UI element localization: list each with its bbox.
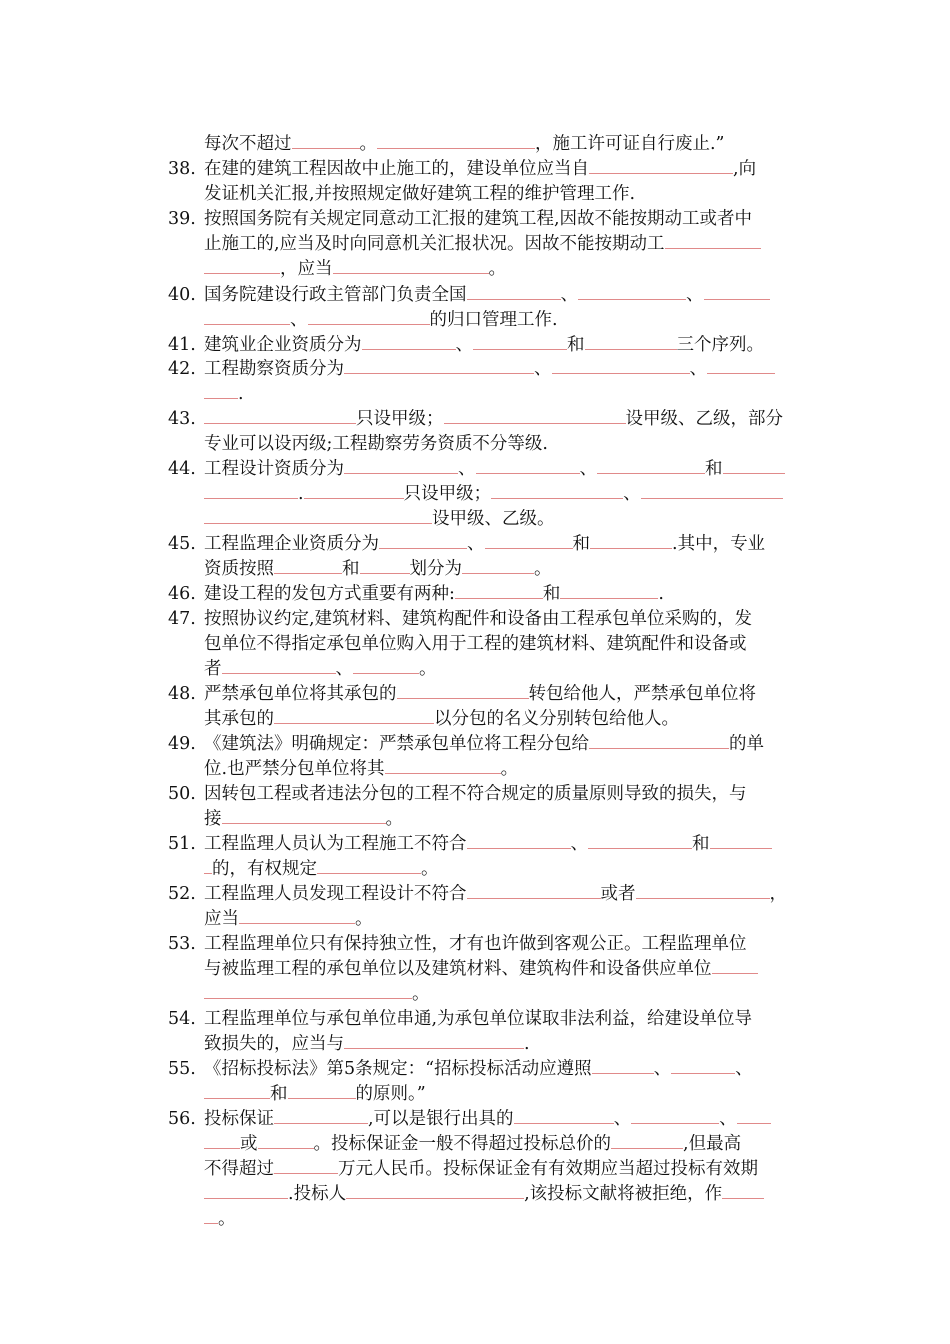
- text-segment: 与被监理工程的承包单位以及建筑材料、建筑构件和设备供应单位: [204, 959, 712, 979]
- fill-in-blank[interactable]: [712, 959, 758, 974]
- fill-in-blank[interactable]: [560, 584, 658, 599]
- text-segment: 和: [542, 584, 561, 604]
- text-line: [0, 1157, 950, 1182]
- fill-in-blank[interactable]: [222, 659, 336, 674]
- line-text: [204, 907, 373, 932]
- text-segment: 只设甲级；: [403, 484, 492, 504]
- text-line: [0, 957, 950, 982]
- fill-in-blank[interactable]: [397, 684, 529, 699]
- fill-in-blank[interactable]: [485, 534, 573, 549]
- text-line: [0, 532, 950, 557]
- line-text: [204, 532, 765, 557]
- text-segment: 其承包的: [204, 709, 274, 729]
- line-text: [204, 207, 752, 232]
- line-text: [204, 657, 437, 682]
- text-segment: 以分包的名义分别转包给他人。: [434, 709, 679, 729]
- fill-in-blank[interactable]: [274, 1159, 338, 1174]
- line-text: [204, 507, 555, 532]
- text-segment: 应当: [204, 909, 239, 929]
- fill-in-blank[interactable]: [592, 1059, 654, 1074]
- question-number: 50.: [168, 784, 196, 804]
- text-segment: 发证机关汇报,并按照规定做好建筑工程的维护管理工作.: [204, 184, 636, 204]
- text-segment: 转包给他人，严禁承包单位将: [528, 684, 756, 704]
- line-text: [204, 157, 756, 182]
- text-segment: 。: [421, 859, 439, 879]
- text-line: [0, 232, 950, 257]
- text-segment: 工程监理人员认为工程施工不符合: [204, 834, 467, 854]
- text-segment: ,向: [733, 159, 757, 179]
- fill-in-blank[interactable]: [467, 285, 561, 300]
- text-segment: 、: [735, 1059, 753, 1079]
- line-text: [204, 857, 439, 882]
- question-number: 49.: [168, 734, 196, 754]
- text-line: [0, 1007, 950, 1032]
- text-segment: 万元人民币。投标保证金有有效期应当超过投标有效期: [338, 1159, 758, 1179]
- question-number: 44.: [168, 459, 196, 479]
- text-segment: 按照国务院有关规定同意动工汇报的建筑工程,因故不能按期动工或者中: [204, 209, 753, 229]
- text-line: [0, 1107, 950, 1132]
- fill-in-blank[interactable]: [344, 459, 458, 474]
- text-line: [0, 357, 950, 382]
- text-segment: .: [238, 384, 244, 404]
- text-segment: ,但最高: [683, 1134, 742, 1154]
- text-segment: 。: [218, 1209, 236, 1229]
- text-segment: 、: [335, 659, 353, 679]
- text-line: [0, 757, 950, 782]
- text-line: [0, 1082, 950, 1107]
- line-text: [204, 432, 548, 457]
- text-line: [0, 283, 950, 308]
- text-line: [0, 807, 950, 832]
- fill-in-blank[interactable]: [274, 709, 434, 724]
- text-segment: 。: [500, 759, 519, 779]
- text-line: [0, 932, 950, 957]
- text-segment: 严禁承包单位将其承包的: [204, 684, 397, 704]
- text-segment: 致损失的，应当与: [204, 1034, 344, 1054]
- fill-in-blank[interactable]: [204, 984, 412, 999]
- fill-in-blank[interactable]: [473, 335, 567, 350]
- question-number: 41.: [168, 335, 196, 355]
- fill-in-blank[interactable]: [344, 359, 534, 374]
- fill-in-blank[interactable]: [552, 359, 690, 374]
- line-text: [204, 482, 783, 507]
- text-segment: ，施工许可证自行废止.”: [535, 134, 725, 154]
- text-segment: 者: [204, 659, 222, 679]
- question-number: 43.: [168, 409, 196, 429]
- text-segment: 不得超过: [204, 1159, 274, 1179]
- fill-in-blank[interactable]: [590, 534, 672, 549]
- text-segment: 、: [579, 459, 597, 479]
- text-segment: 工程监理人员发现工程设计不符合: [204, 884, 467, 904]
- line-text: [204, 807, 403, 832]
- text-segment: 只设甲级；: [356, 409, 444, 429]
- fill-in-blank[interactable]: [589, 734, 729, 749]
- fill-in-blank[interactable]: [589, 159, 733, 174]
- fill-in-blank[interactable]: [344, 1034, 524, 1049]
- line-text: [204, 308, 558, 333]
- line-text: [204, 333, 764, 358]
- text-segment: 的单: [729, 734, 764, 754]
- text-segment: .: [524, 1034, 530, 1054]
- fill-in-blank[interactable]: [304, 484, 404, 499]
- text-line: [0, 432, 950, 457]
- fill-in-blank[interactable]: [204, 509, 432, 524]
- text-segment: 、: [570, 834, 588, 854]
- line-text: [204, 382, 244, 407]
- text-line: [0, 257, 950, 282]
- text-segment: 因转包工程或者违法分包的工程不符合规定的质量原则导致的损失，与: [204, 784, 747, 804]
- fill-in-blank[interactable]: [671, 1059, 735, 1074]
- text-segment: 。: [419, 659, 437, 679]
- fill-in-blank[interactable]: [288, 1084, 356, 1099]
- text-segment: 或: [240, 1134, 258, 1154]
- line-text: [204, 732, 764, 757]
- fill-in-blank[interactable]: [723, 459, 785, 474]
- text-segment: 和: [270, 1084, 288, 1104]
- line-text: [204, 882, 787, 907]
- text-segment: 专业可以设丙级;工程勘察劳务资质不分等级.: [204, 434, 548, 454]
- text-line: [0, 907, 950, 932]
- text-segment: 工程监理单位只有保持独立性，才有也许做到客观公正。工程监理单位: [204, 934, 747, 954]
- text-segment: ,该投标文献将被拒绝，作: [524, 1184, 723, 1204]
- text-segment: 。: [359, 134, 377, 154]
- fill-in-blank[interactable]: [292, 134, 360, 149]
- fill-in-blank[interactable]: [204, 1084, 270, 1099]
- text-line: [0, 682, 950, 707]
- fill-in-blank[interactable]: [204, 259, 280, 274]
- text-segment: 、: [689, 359, 707, 379]
- fill-in-blank[interactable]: [317, 859, 421, 874]
- fill-in-blank[interactable]: [665, 234, 761, 249]
- fill-in-blank[interactable]: [362, 335, 456, 350]
- fill-in-blank[interactable]: [710, 834, 772, 849]
- question-number: 45.: [168, 534, 196, 554]
- text-line: [0, 632, 950, 657]
- line-text: [204, 682, 756, 707]
- text-segment: 、: [653, 1059, 672, 1079]
- question-number: 54.: [168, 1009, 196, 1029]
- text-line: [0, 857, 950, 882]
- text-segment: 、: [534, 359, 552, 379]
- text-segment: 建筑业企业资质分为: [204, 335, 362, 355]
- fill-in-blank[interactable]: [274, 559, 342, 574]
- text-segment: 。: [385, 809, 403, 829]
- text-line: [0, 782, 950, 807]
- text-segment: 接: [204, 809, 222, 829]
- text-line: [0, 1207, 950, 1232]
- question-number: 56.: [168, 1109, 196, 1129]
- text-segment: 三个序列。: [676, 335, 764, 355]
- fill-in-blank[interactable]: [585, 335, 677, 350]
- text-segment: 止施工的,应当及时向同意机关汇报状况。因故不能按期动工: [204, 234, 665, 254]
- text-segment: ，: [769, 884, 787, 904]
- line-text: [204, 757, 518, 782]
- text-segment: 。投标保证金一般不得超过投标总价的: [313, 1134, 611, 1154]
- text-segment: 和: [572, 534, 590, 554]
- question-number: 55.: [168, 1059, 196, 1079]
- line-text: [204, 1082, 426, 1107]
- line-text: [204, 557, 552, 582]
- text-line: [0, 1057, 950, 1082]
- question-number: 53.: [168, 934, 196, 954]
- fill-in-blank[interactable]: [611, 1134, 683, 1149]
- line-text: [204, 982, 430, 1007]
- text-segment: 建设工程的发包方式重要有两种:: [204, 584, 455, 604]
- question-number: 51.: [168, 834, 196, 854]
- fill-in-blank[interactable]: [455, 584, 543, 599]
- text-line: [0, 607, 950, 632]
- text-line: [0, 407, 950, 432]
- fill-in-blank[interactable]: [385, 759, 501, 774]
- line-text: [204, 182, 635, 207]
- line-text: [204, 457, 785, 482]
- text-line: [0, 582, 950, 607]
- text-line: [0, 657, 950, 682]
- fill-in-blank[interactable]: [239, 909, 355, 924]
- text-segment: 划分为: [409, 559, 462, 579]
- line-text: [204, 283, 770, 308]
- text-segment: 、: [560, 285, 578, 305]
- text-line: [0, 382, 950, 407]
- text-segment: 工程勘察资质分为: [204, 359, 344, 379]
- text-segment: 的归口管理工作.: [429, 310, 558, 330]
- line-text: [204, 257, 506, 282]
- text-line: [0, 732, 950, 757]
- fill-in-blank[interactable]: [308, 310, 430, 325]
- question-number: 42.: [168, 359, 196, 379]
- fill-in-blank[interactable]: [333, 259, 489, 274]
- line-text: [204, 1132, 741, 1157]
- line-text: [204, 1057, 753, 1082]
- text-segment: 设甲级、乙级。: [432, 509, 555, 529]
- text-segment: 、: [719, 1109, 737, 1129]
- question-number: 48.: [168, 684, 196, 704]
- fill-in-blank[interactable]: [476, 459, 580, 474]
- text-segment: 。: [412, 984, 430, 1004]
- fill-in-blank[interactable]: [377, 134, 535, 149]
- fill-in-blank[interactable]: [467, 884, 601, 899]
- text-segment: 投标保证: [204, 1109, 274, 1129]
- question-number: 46.: [168, 584, 196, 604]
- fill-in-blank[interactable]: [222, 809, 386, 824]
- line-text: [204, 782, 747, 807]
- text-line: [0, 982, 950, 1007]
- text-segment: 工程监理企业资质分为: [204, 534, 379, 554]
- fill-in-blank[interactable]: [353, 659, 419, 674]
- line-text: [204, 582, 664, 607]
- text-line: [0, 333, 950, 358]
- fill-in-blank[interactable]: [462, 559, 534, 574]
- fill-in-blank[interactable]: [491, 484, 623, 499]
- fill-in-blank[interactable]: [578, 285, 686, 300]
- text-segment: ,可以是银行出具的: [368, 1109, 514, 1129]
- line-text: [204, 632, 747, 657]
- fill-in-blank[interactable]: [204, 1134, 240, 1149]
- fill-in-blank[interactable]: [204, 310, 290, 325]
- text-line: [0, 507, 950, 532]
- text-segment: 和: [567, 335, 585, 355]
- fill-in-blank[interactable]: [379, 534, 467, 549]
- fill-in-blank[interactable]: [631, 1109, 719, 1124]
- text-segment: 、: [686, 285, 704, 305]
- text-line: [0, 832, 950, 857]
- text-segment: 在建的建筑工程因故中止施工的，建设单位应当自: [204, 159, 589, 179]
- line-text: [204, 132, 725, 157]
- text-line: [0, 482, 950, 507]
- fill-in-blank[interactable]: [204, 859, 212, 874]
- fill-in-blank[interactable]: [588, 834, 692, 849]
- line-text: [204, 1107, 771, 1132]
- text-line: [0, 882, 950, 907]
- text-segment: 位.也严禁分包单位将其: [204, 759, 385, 779]
- text-segment: 的原则。”: [355, 1084, 426, 1104]
- text-segment: .: [298, 484, 304, 504]
- text-line: [0, 308, 950, 333]
- line-text: [204, 1207, 236, 1232]
- fill-in-blank[interactable]: [274, 1109, 368, 1124]
- text-line: [0, 157, 950, 182]
- fill-in-blank[interactable]: [597, 459, 705, 474]
- fill-in-blank[interactable]: [722, 1184, 764, 1199]
- text-line: [0, 182, 950, 207]
- line-text: [204, 707, 679, 732]
- line-text: [204, 1157, 758, 1182]
- text-segment: 和: [342, 559, 360, 579]
- text-segment: 按照协议约定,建筑材料、建筑构配件和设备由工程承包单位采购的，发: [204, 609, 753, 629]
- text-segment: 和: [692, 834, 710, 854]
- fill-in-blank[interactable]: [346, 1184, 524, 1199]
- line-text: [204, 1032, 530, 1057]
- fill-in-blank[interactable]: [636, 884, 770, 899]
- text-line: [0, 1182, 950, 1207]
- text-segment: .其中，专业: [672, 534, 766, 554]
- text-segment: 国务院建设行政主管部门负责全国: [204, 285, 467, 305]
- text-segment: 《建筑法》明确规定：严禁承包单位将工程分包给: [204, 734, 589, 754]
- text-line: [0, 707, 950, 732]
- text-segment: 和: [705, 459, 723, 479]
- fill-in-blank[interactable]: [258, 1134, 314, 1149]
- text-segment: 。: [488, 259, 506, 279]
- fill-in-blank[interactable]: [204, 384, 238, 399]
- line-text: [204, 932, 747, 957]
- line-text: [204, 1182, 764, 1207]
- fill-in-blank[interactable]: [204, 1184, 288, 1199]
- fill-in-blank[interactable]: [737, 1109, 771, 1124]
- line-text: [204, 232, 761, 257]
- question-number: 47.: [168, 609, 196, 629]
- text-line: [0, 457, 950, 482]
- fill-in-blank[interactable]: [360, 559, 410, 574]
- question-number: 38.: [168, 159, 196, 179]
- question-number: 40.: [168, 285, 196, 305]
- text-segment: 。: [355, 909, 373, 929]
- fill-in-blank[interactable]: [204, 409, 356, 424]
- text-segment: 设甲级、乙级，部分: [625, 409, 783, 429]
- text-line: [0, 1032, 950, 1057]
- text-line: [0, 132, 950, 157]
- text-segment: 或者: [600, 884, 636, 904]
- text-segment: ，应当: [280, 259, 333, 279]
- text-segment: 《招标投标法》第5条规定：“招标投标活动应遵照: [204, 1059, 592, 1079]
- text-segment: 每次不超过: [204, 134, 292, 154]
- text-segment: 、: [290, 310, 308, 330]
- text-line: [0, 557, 950, 582]
- fill-in-blank[interactable]: [514, 1109, 614, 1124]
- line-text: [204, 1007, 752, 1032]
- line-text: [204, 407, 783, 432]
- line-text: [204, 357, 775, 382]
- line-text: [204, 832, 772, 857]
- text-segment: 包单位不得指定承包单位购入用于工程的建筑材料、建筑配件和设备或: [204, 634, 747, 654]
- text-segment: .投标人: [288, 1184, 347, 1204]
- fill-in-blank[interactable]: [641, 484, 783, 499]
- text-segment: .: [658, 584, 664, 604]
- question-number: 39.: [168, 209, 196, 229]
- question-number: 52.: [168, 884, 196, 904]
- fill-in-blank[interactable]: [707, 359, 775, 374]
- text-line: [0, 1132, 950, 1157]
- text-segment: 、: [455, 335, 473, 355]
- line-text: [204, 957, 758, 982]
- text-segment: 资质按照: [204, 559, 274, 579]
- fill-in-blank[interactable]: [204, 1209, 218, 1224]
- fill-in-blank[interactable]: [444, 409, 626, 424]
- text-segment: 工程监理单位与承包单位串通,为承包单位谋取非法利益，给建设单位导: [204, 1009, 753, 1029]
- text-segment: 、: [467, 534, 485, 554]
- fill-in-blank[interactable]: [204, 484, 298, 499]
- text-segment: 、: [458, 459, 476, 479]
- text-segment: 。: [534, 559, 552, 579]
- line-text: [204, 607, 752, 632]
- text-segment: 工程设计资质分为: [204, 459, 344, 479]
- text-segment: 、: [623, 484, 641, 504]
- text-segment: 、: [613, 1109, 632, 1129]
- fill-in-blank[interactable]: [704, 285, 770, 300]
- text-segment: 的，有权规定: [212, 859, 317, 879]
- fill-in-blank[interactable]: [467, 834, 571, 849]
- text-line: [0, 207, 950, 232]
